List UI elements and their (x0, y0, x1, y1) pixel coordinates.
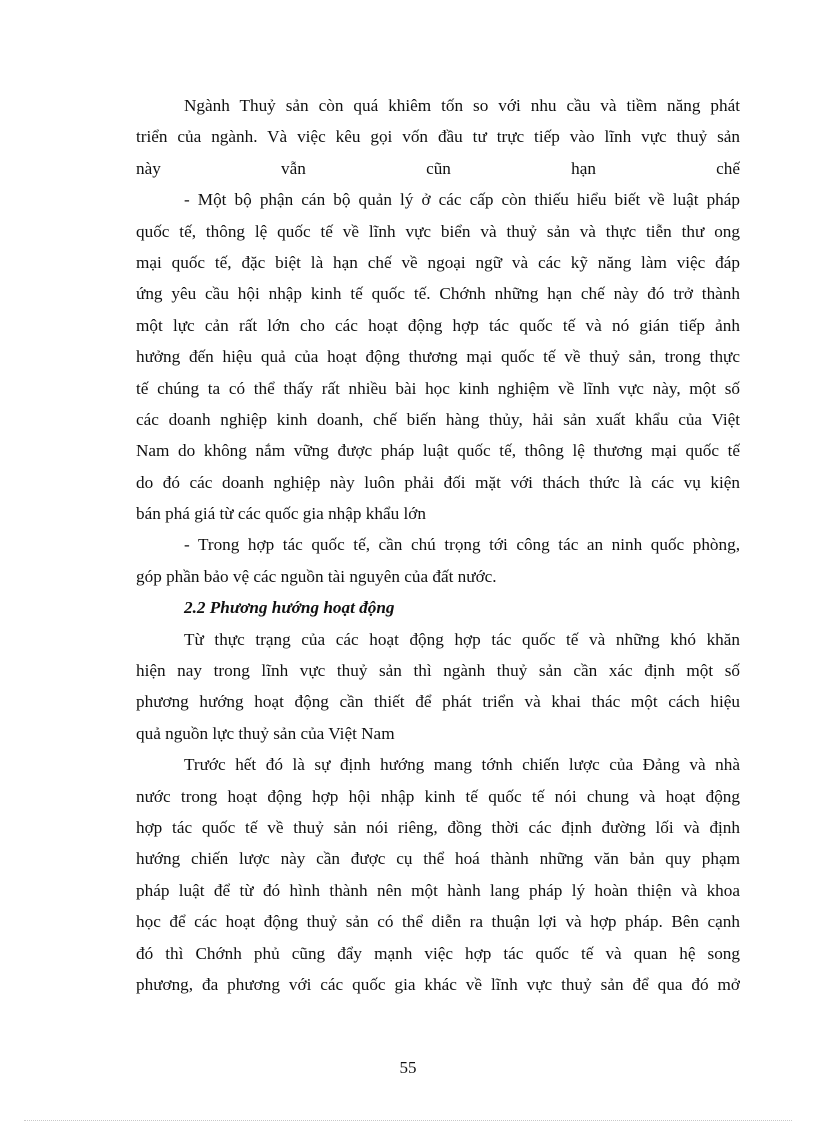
text-line: - Một bộ phận cán bộ quản lý ở các cấp còn thiếu hiểu biết về luật pháp (184, 190, 740, 210)
text-line: hiện nay trong lĩnh vực thuỷ sản thì ngành thuỷ sản cần xác định một số (136, 661, 740, 681)
text-line: Ngành Thuỷ sản còn quá khiêm tốn so với nhu cầu và tiềm năng phát (184, 96, 740, 115)
text-line: Trước hết đó là sự định hướng mang tớnh chiến lược của Đảng và nhà (184, 755, 740, 775)
text-line: hưởng đến hiệu quả của hoạt động thương mại quốc tế về thuỷ sản, trong thực (136, 347, 740, 367)
text-line: đó thì Chớnh phủ cũng đẩy mạnh việc hợp tác quốc tế và quan hệ song (136, 943, 740, 963)
text-line: học để các hoạt động thuỷ sản có thể diễn ra thuận lợi và hợp pháp. Bên cạnh (136, 912, 740, 932)
text-line: ứng yêu cầu hội nhập kinh tế quốc tế. Chớnh những hạn chế này đó trở thành (136, 284, 740, 304)
text-line: quả nguồn lực thuỷ sản của Việt Nam (136, 723, 395, 743)
text-line: hợp tác quốc tế về thuỷ sản nói riêng, đồng thời các định đường lối và định (136, 817, 740, 837)
text-line: triển của ngành. Và việc kêu gọi vốn đầu tư trực tiếp vào lĩnh vực thuỷ sản (136, 127, 740, 147)
text-line: mại quốc tế, đặc biệt là hạn chế về ngoại ngữ và các kỹ năng làm việc đáp (136, 252, 740, 272)
page-number: 55 (399, 1058, 417, 1077)
section-heading: 2.2 Phương hướng hoạt động (184, 598, 395, 618)
text-line: - Trong hợp tác quốc tế, cần chú trọng tới công tác an ninh quốc phòng, (184, 535, 740, 555)
text-line: các doanh nghiệp kinh doanh, chế biến hàng thủy, hải sản xuất khẩu của Việt (136, 409, 740, 429)
body-text (136, 90, 740, 1000)
text-line: phương hướng hoạt động cần thiết để phát triển và khai thác một cách hiệu (136, 692, 740, 712)
text-line: phương, đa phương với các quốc gia khác về lĩnh vực thuỷ sản để qua đó mở (136, 974, 740, 994)
text-line: Nam do không nắm vững được pháp luật quốc tế, thông lệ thương mại quốc tế (136, 441, 740, 461)
text-line: pháp luật để từ đó hình thành nên một hành lang pháp lý hoàn thiện và khoa (136, 880, 740, 900)
text-line: nước trong hoạt động hợp hội nhập kinh tế quốc tế nói chung và hoạt động (136, 786, 740, 806)
text-line: Từ thực trạng của các hoạt động hợp tác quốc tế và những khó khăn (184, 629, 740, 649)
page-bottom-divider (24, 1120, 792, 1121)
text-line: hướng chiến lược này cần được cụ thể hoá thành những văn bản quy phạm (136, 849, 740, 869)
text-line: này vẫn cũn hạn chế (136, 158, 740, 178)
text-line: do đó các doanh nghiệp này luôn phải đối mặt với thách thức là các vụ kiện (136, 472, 740, 492)
text-line: bán phá giá từ các quốc gia nhập khẩu lớn (136, 504, 426, 524)
text-line: quốc tế, thông lệ quốc tế về lĩnh vực biển và thuỷ sản và thực tiễn thư ong (136, 221, 740, 241)
text-line: góp phần bảo vệ các nguồn tài nguyên của đất nước. (136, 566, 497, 586)
text-line: một lực cản rất lớn cho các hoạt động hợp tác quốc tế và nó gián tiếp ảnh (136, 315, 740, 335)
text-line: tế chúng ta có thể thấy rất nhiều bài học kinh nghiệm về lĩnh vực này, một số (136, 378, 740, 398)
